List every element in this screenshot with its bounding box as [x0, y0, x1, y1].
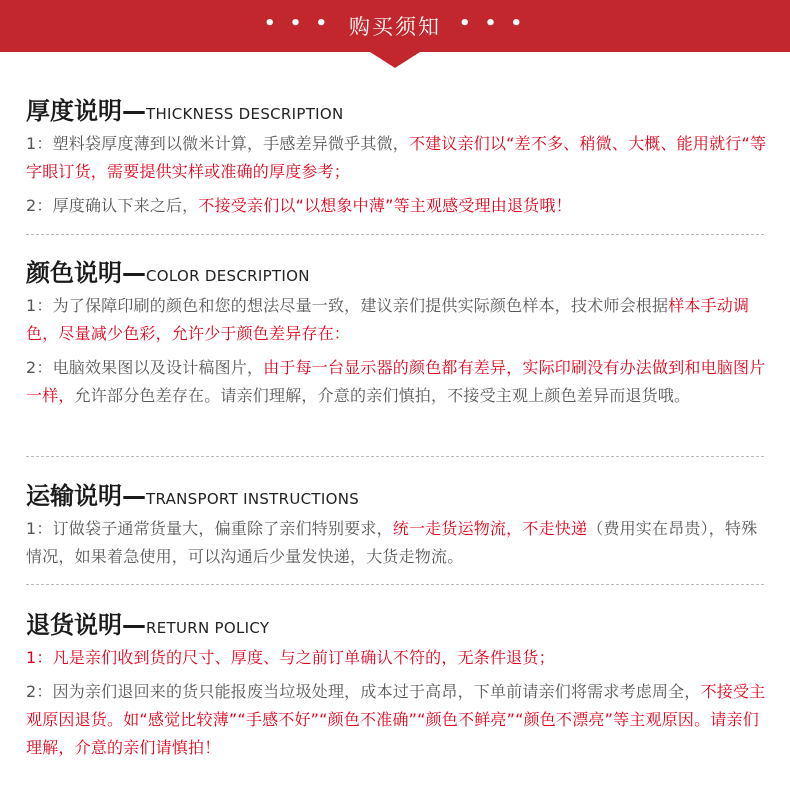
thickness-title — [26, 94, 771, 128]
returns-paragraph-2 — [26, 678, 771, 762]
thickness-p1-text: 1：塑料袋厚度薄到以微米计算，手感差异微乎其微， — [26, 134, 409, 153]
banner-content — [0, 0, 790, 52]
color-paragraph-2 — [26, 354, 771, 410]
returns-p2-highlight: 不接受主观原因退货。如“感觉比较薄”“手感不好”“颜色不准确”“颜色不鲜亮”“颜色不漂亮”等主观原因。请亲们理解，介意的亲们请慎拍！ — [26, 682, 766, 757]
banner-notch — [370, 52, 420, 68]
returns-title-cn: 退货说明— — [26, 611, 146, 639]
divider — [26, 584, 764, 585]
transport-title — [26, 479, 771, 513]
banner-dots-left: • • • — [263, 12, 331, 34]
transport-section — [26, 479, 771, 571]
color-section — [26, 256, 771, 410]
thickness-section — [26, 94, 771, 220]
returns-title-en: RETURN POLICY — [146, 619, 270, 637]
returns-section — [26, 608, 771, 762]
color-p2-text: 2：电脑效果图以及设计稿图片， — [26, 358, 264, 377]
divider — [26, 456, 764, 457]
returns-paragraph-1: 1：凡是亲们收到货的尺寸、厚度、与之前订单确认不符的，无条件退货； — [26, 648, 555, 667]
thickness-p2-highlight: 不接受亲们以“以想象中薄” — [198, 196, 394, 215]
thickness-title-en: THICKNESS DESCRIPTION — [146, 105, 344, 123]
transport-paragraph-1 — [26, 515, 771, 571]
transport-title-en: TRANSPORT INSTRUCTIONS — [146, 490, 360, 508]
divider — [26, 234, 764, 235]
color-p1-highlight: 样本手动调色，尽量减少色彩，允许少于颜色差异存在： — [26, 296, 750, 343]
color-paragraph-1 — [26, 292, 771, 348]
banner-title: 购买须知 — [349, 15, 441, 39]
thickness-p2-tail: 等主观感受理由退货哦！ — [393, 196, 572, 215]
color-title — [26, 256, 771, 290]
color-p2-highlight: 由于每一台显示器的颜色都有差异，实际印刷没有办法做到和电脑图片一样， — [26, 358, 766, 405]
returns-p2-text: 2：因为亲们退回来的货只能报废当垃圾处理，成本过于高昂，下单前请亲们将需求考虑周全， — [26, 682, 701, 701]
color-title-cn: 颜色说明— — [26, 259, 146, 287]
returns-title — [26, 608, 771, 642]
color-p1-text: 1：为了保障印刷的颜色和您的想法尽量一致，建议亲们提供实际颜色样本，技术师会根据 — [26, 296, 669, 315]
thickness-p2-text: 2：厚度确认下来之后， — [26, 196, 199, 215]
transport-p1-tail: （费用实在昂贵），特殊情况，如果着急使用，可以沟通后少量发快递，大货走物流。 — [26, 519, 758, 566]
transport-p1-highlight: 统一走货运物流，不走快递 — [392, 519, 588, 538]
thickness-title-cn: 厚度说明— — [26, 97, 146, 125]
banner-dots-right: • • • — [459, 12, 527, 34]
color-title-en: COLOR DESCRIPTION — [146, 267, 310, 285]
transport-p1-text: 1：订做袋子通常货量大，偏重除了亲们特别要求， — [26, 519, 393, 538]
color-p2-tail: 允许部分色差存在。请亲们理解，介意的亲们慎拍，不接受主观上颜色差异而退货哦。 — [74, 386, 691, 405]
thickness-paragraph-2 — [26, 192, 771, 220]
thickness-p1-highlight: 不建议亲们以“差不多、稍微、大概、能用就行“等字眼订货，需要提供实样或准确的厚度参考； — [26, 134, 767, 181]
transport-title-cn: 运输说明— — [26, 482, 146, 510]
thickness-paragraph-1 — [26, 130, 771, 186]
